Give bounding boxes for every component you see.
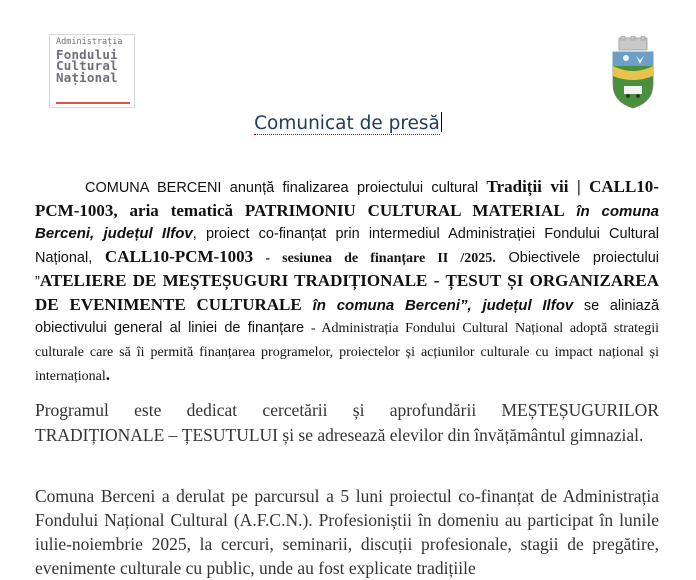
logo-line-3: Cultural — [56, 58, 118, 73]
text-cursor — [441, 112, 442, 132]
berceni-coat-of-arms-icon — [610, 36, 656, 110]
p1-s7: - sesiunea de finanțare II /2025. — [253, 250, 496, 266]
logo-line-1: Administrația — [56, 37, 123, 47]
paragraph-intro — [35, 176, 659, 389]
p1-s11: se aliniază obiectivului general al liniei de finanțare — [35, 297, 660, 336]
paragraph-program: Programul este dedicat cercetării și aprofundării MEȘTEȘUGURILOR TRADIȚIONALE – ȚESUTULUI și se adresează elevilor din învățământul gimnazial. — [35, 400, 659, 445]
p1-s12: - Administrația Fondului Cultural Național adoptă strategii culturale care să îi permită finanțarea programelor, proiectelor și acțiunilor culturale cu impact național și internațional — [35, 321, 659, 384]
paragraph-project: Comuna Berceni a derulat pe parcursul a 5 luni proiectul co-finanțat de Administrația Fondului Național Cultural (A.F.C.N.). Profesioniștii în domeniu au participat în lunile iulie-noiembrie 2025, la cercuri, seminarii, discuții profesionale, stagii de pregătire, evenimente culturale cu public, unde au fost explicate tradițiile — [35, 486, 659, 578]
p1-s1: COMUNA BERCENI anunță finalizarea proiectului cultural — [85, 180, 487, 196]
title-text: Comunicat de presă — [254, 113, 440, 134]
p1-s6: CALL10-PCM-1003 — [104, 246, 254, 266]
p1-s4: în comuna Berceni, județul Ilfov — [35, 202, 659, 242]
p1-s13: . — [105, 365, 111, 384]
p1-s2: Tradiții vii | — [486, 177, 581, 196]
logo-line-4: Național — [56, 69, 118, 85]
afcn-logo-text — [56, 37, 132, 83]
p1-s5: , proiect co-finanțat prin intermediul Administrației Fondului Cultural Național, — [35, 226, 660, 266]
page-title — [0, 112, 696, 134]
p1-s10: în comuna Berceni”, județul Ilfov — [312, 296, 574, 314]
p1-s9: ATELIERE DE MEȘTEȘUGURI TRADIȚIONALE - ȚESUT ȘI ORGANIZAREA DE EVENIMENTE CULTURALE — [35, 271, 659, 314]
p1-s8: Obiectivele proiectului ” — [35, 249, 659, 290]
afcn-logo — [49, 34, 135, 108]
logo-line-2: Fondului — [56, 46, 118, 62]
logo-red-bar — [56, 102, 130, 104]
p1-s3: CALL10-PCM-1003, aria tematică PATRIMONIU CULTURAL MATERIAL — [35, 177, 659, 220]
